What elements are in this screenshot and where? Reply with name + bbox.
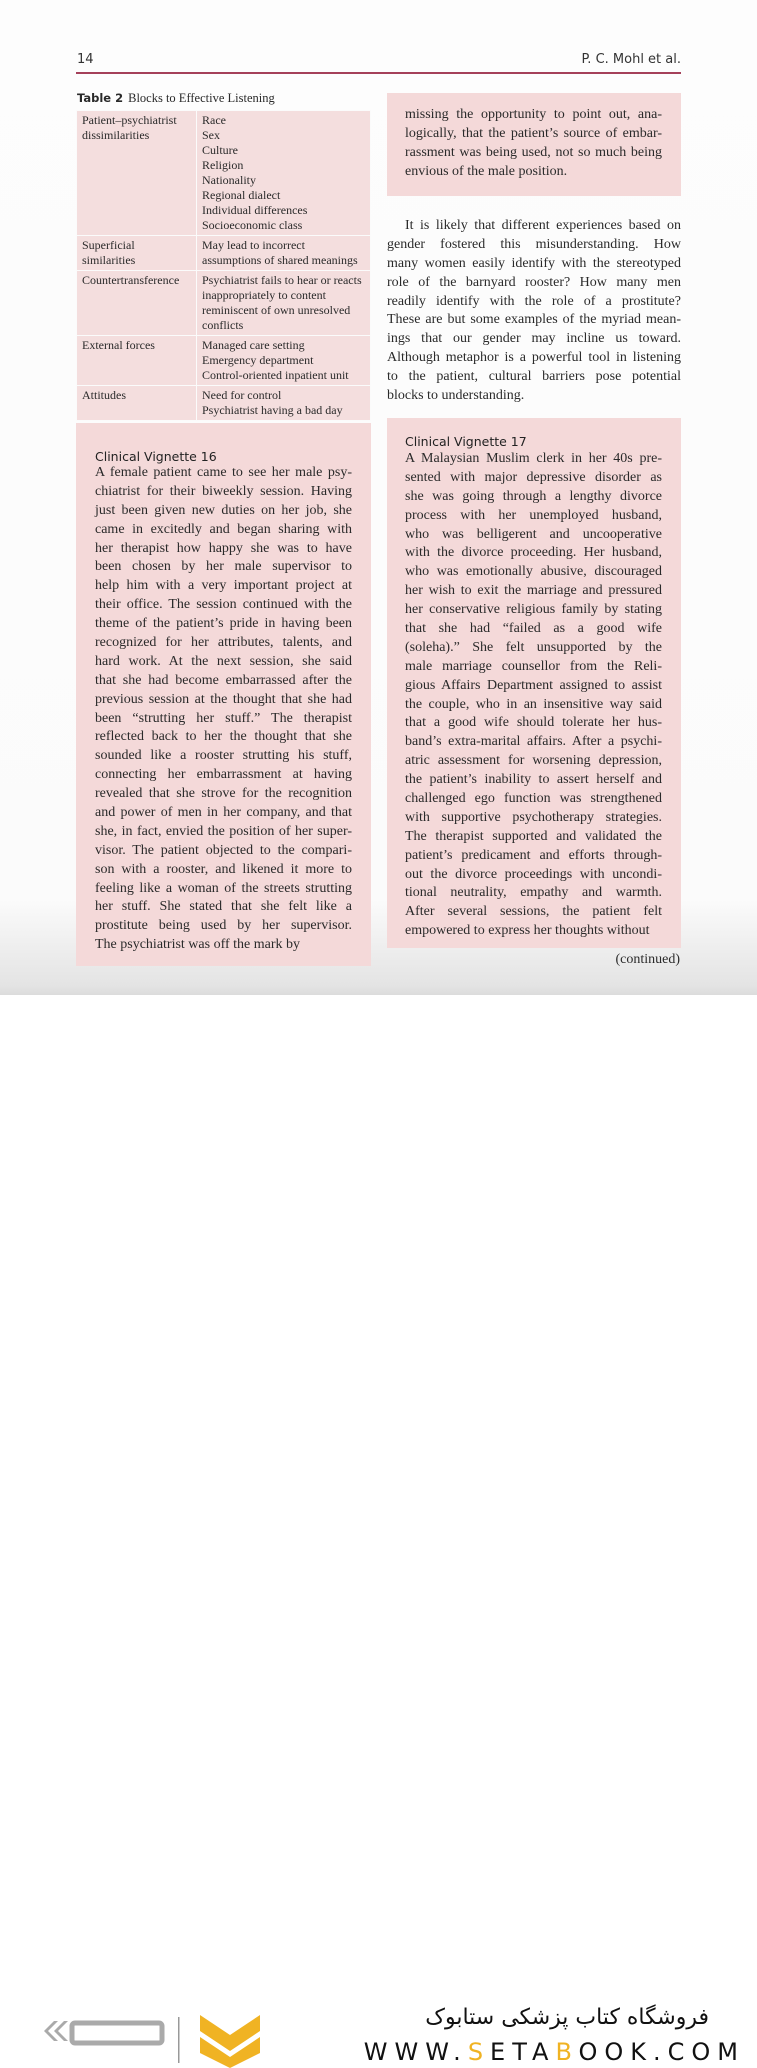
table-items: [197, 336, 371, 386]
url-part: OOK.COM: [578, 2038, 745, 2066]
table-item: Nationality: [202, 173, 256, 187]
table-item: Psychiatrist having a bad day: [202, 403, 343, 417]
text-line: her therapist how happy she was to have: [95, 540, 352, 556]
table-title: Blocks to Effective Listening: [128, 91, 275, 105]
store-banner: [0, 995, 757, 2066]
text-line: son with a rooster, and likened it more to: [95, 861, 352, 877]
book-page: [0, 0, 757, 995]
table-item: Need for control: [202, 388, 282, 402]
text-line: (soleha).” She felt unsupported by the: [405, 639, 662, 655]
text-line: role of the barnyard rooster? How many men: [387, 274, 681, 290]
text-line: that she had “failed as a good wife: [405, 621, 662, 637]
table-item: Race: [202, 113, 226, 127]
text-line: The psychiatrist was off the mark by: [95, 937, 301, 953]
text-line: revealed that she strove for the recognition: [95, 786, 352, 802]
text-line: their office. The session continued with the: [95, 597, 352, 613]
text-line: and power of men in her company, and that: [95, 805, 352, 821]
text-line: to the patient, cultural barriers pose potential: [387, 369, 681, 385]
text-line: theme of the patient’s pride in having been: [95, 616, 352, 632]
table-row: [77, 386, 371, 421]
text-line: ings that our gender may incline us toward.: [387, 331, 681, 347]
table-items: [197, 271, 371, 336]
text-line: visor. The patient objected to the compari-: [95, 842, 352, 858]
text-line: reflected back to her the thought that she: [95, 729, 352, 745]
table-item: Individual differences: [202, 203, 308, 217]
vignette-17-title: Clinical Vignette 17: [405, 434, 527, 449]
text-line: atric assessment for worsening depression,: [405, 753, 662, 769]
table-item: Regional dialect: [202, 188, 281, 202]
body-paragraph: [387, 217, 681, 406]
table-row: [77, 336, 371, 386]
text-line: It is likely that different experiences based on: [405, 218, 681, 233]
text-line: A Malaysian Muslim clerk in her 40s pre-: [405, 451, 662, 466]
text-line: prostitute being used by her supervisor.: [95, 918, 352, 934]
text-line: challenged ego function was strengthened: [405, 791, 662, 807]
text-line: blocks to understanding.: [387, 388, 525, 404]
table-items: [197, 111, 371, 236]
text-line: sounded like a rooster strutting his stuff,: [95, 748, 352, 764]
text-line: the couple, who in an insensitive way said: [405, 696, 662, 712]
table-row: [77, 111, 371, 236]
text-line: been “strutting her stuff.” The therapist: [95, 710, 352, 726]
store-name: فروشگاه کتاب پزشکی ستابوک: [425, 2005, 709, 2030]
url-part: WWW.: [363, 2038, 468, 2066]
text-line: patient’s predicament and efforts through-: [405, 847, 662, 863]
table-row: [77, 236, 371, 271]
text-line: These are but some examples of the myriad mean-: [387, 312, 681, 328]
table-category: External forces: [77, 336, 197, 386]
url-part: ETA: [490, 2038, 556, 2066]
blocks-table: [76, 110, 371, 421]
text-line: chiatrist for their biweekly session. Having: [95, 483, 352, 499]
text-line: A female patient came to see her male psy-: [95, 465, 352, 480]
box-continuation-text: [405, 106, 662, 182]
table-label: Table 2: [77, 91, 124, 105]
text-line: envious of the male position.: [405, 163, 568, 179]
text-line: After several sessions, the patient felt: [405, 904, 662, 920]
text-line: she was going through a lengthy divorce: [405, 488, 662, 504]
text-line: that a good wife should tolerate her hus-: [405, 715, 662, 731]
table-item: Socioeconomic class: [202, 218, 303, 232]
url-part: B: [555, 2038, 579, 2066]
table-row: [77, 271, 371, 336]
text-line: the patient’s inability to assert herself and: [405, 772, 662, 788]
text-line: missing the opportunity to point out, ana-: [405, 107, 662, 122]
text-line: tional neutrality, empathy and warmth.: [405, 885, 662, 901]
table-caption: [77, 91, 275, 106]
table-item: Control-oriented inpatient unit: [202, 368, 349, 382]
text-line: The therapist supported and validated the: [405, 828, 662, 844]
table-item: May lead to incorrect assumptions of shared meanings: [202, 238, 358, 267]
text-line: empowered to express her thoughts without: [405, 923, 650, 939]
text-line: process with her unemployed husband,: [405, 507, 662, 523]
table-item: Culture: [202, 143, 238, 157]
text-line: Although metaphor is a powerful tool in listening: [387, 350, 681, 366]
text-line: she, in fact, envied the position of her super-: [95, 823, 352, 839]
vignette-16-text: [95, 464, 352, 955]
text-line: help him with a very important project at: [95, 578, 352, 594]
text-line: her conservative religious family by stating: [405, 602, 662, 618]
text-line: gender fostered this misunderstanding. How: [387, 236, 681, 252]
table-item: Emergency department: [202, 353, 314, 367]
text-line: band’s extra-marital affairs. After a psychi-: [405, 734, 662, 750]
text-line: with the divorce proceeding. Her husband,: [405, 545, 662, 561]
text-line: sented with major depressive disorder as: [405, 469, 662, 485]
setabook-logo: [40, 2013, 270, 2068]
table-category: Countertransference: [77, 271, 197, 336]
text-line: readily identify with the role of a prostitute?: [387, 293, 681, 309]
text-line: logically, that the patient’s source of embar-: [405, 125, 662, 141]
text-line: feeling like a woman of the streets strutting: [95, 880, 352, 896]
text-line: who was belligerent and uncooperative: [405, 526, 662, 542]
text-line: connecting her embarrassment at having: [95, 767, 352, 783]
table-item: Religion: [202, 158, 244, 172]
store-url: [364, 2038, 745, 2066]
text-line: been chosen by her male supervisor to: [95, 559, 352, 575]
url-part: S: [467, 2038, 491, 2066]
text-line: her wish to exit the marriage and pressured: [405, 583, 662, 599]
table-item: Psychiatrist fails to hear or reacts inappropriately to content reminiscent of own unresolved conflicts: [202, 273, 362, 332]
text-line: out the divorce proceedings with uncondi-: [405, 866, 662, 882]
text-line: who was emotionally abusive, discouraged: [405, 564, 662, 580]
vignette-16-title: Clinical Vignette 16: [95, 449, 217, 464]
header-rule: [76, 72, 681, 74]
text-line: with supportive psychotherapy strategies.: [405, 809, 662, 825]
table-category: Attitudes: [77, 386, 197, 421]
continued-note: (continued): [615, 952, 680, 967]
text-line: her stuff. She stated that she felt like a: [95, 899, 352, 915]
text-line: recognized for her attributes, talents, and: [95, 635, 352, 651]
text-line: gious Affairs Department assigned to assist: [405, 677, 662, 693]
table-item: Managed care setting: [202, 338, 305, 352]
text-line: that she had become embarrassed after the: [95, 672, 352, 688]
vignette-17-text: [405, 450, 662, 941]
text-line: rassment was being used, not so much being: [405, 144, 662, 160]
text-line: hard work. At the next session, she said: [95, 653, 352, 669]
page-number: 14: [77, 52, 94, 67]
text-line: just been given new duties on her job, she: [95, 502, 352, 518]
running-header-authors: P. C. Mohl et al.: [581, 52, 681, 67]
table-item: Sex: [202, 128, 220, 142]
text-line: male marriage counsellor from the Reli-: [405, 658, 662, 674]
text-line: previous session at the thought that she had: [95, 691, 352, 707]
text-line: came in excitedly and began sharing with: [95, 521, 352, 537]
text-line: many women easily identify with the stereotyped: [387, 255, 681, 271]
table-category: Patient–psychiatrist dissimilarities: [77, 111, 197, 236]
table-items: [197, 236, 371, 271]
table-items: [197, 386, 371, 421]
table-category: Superficial similarities: [77, 236, 197, 271]
